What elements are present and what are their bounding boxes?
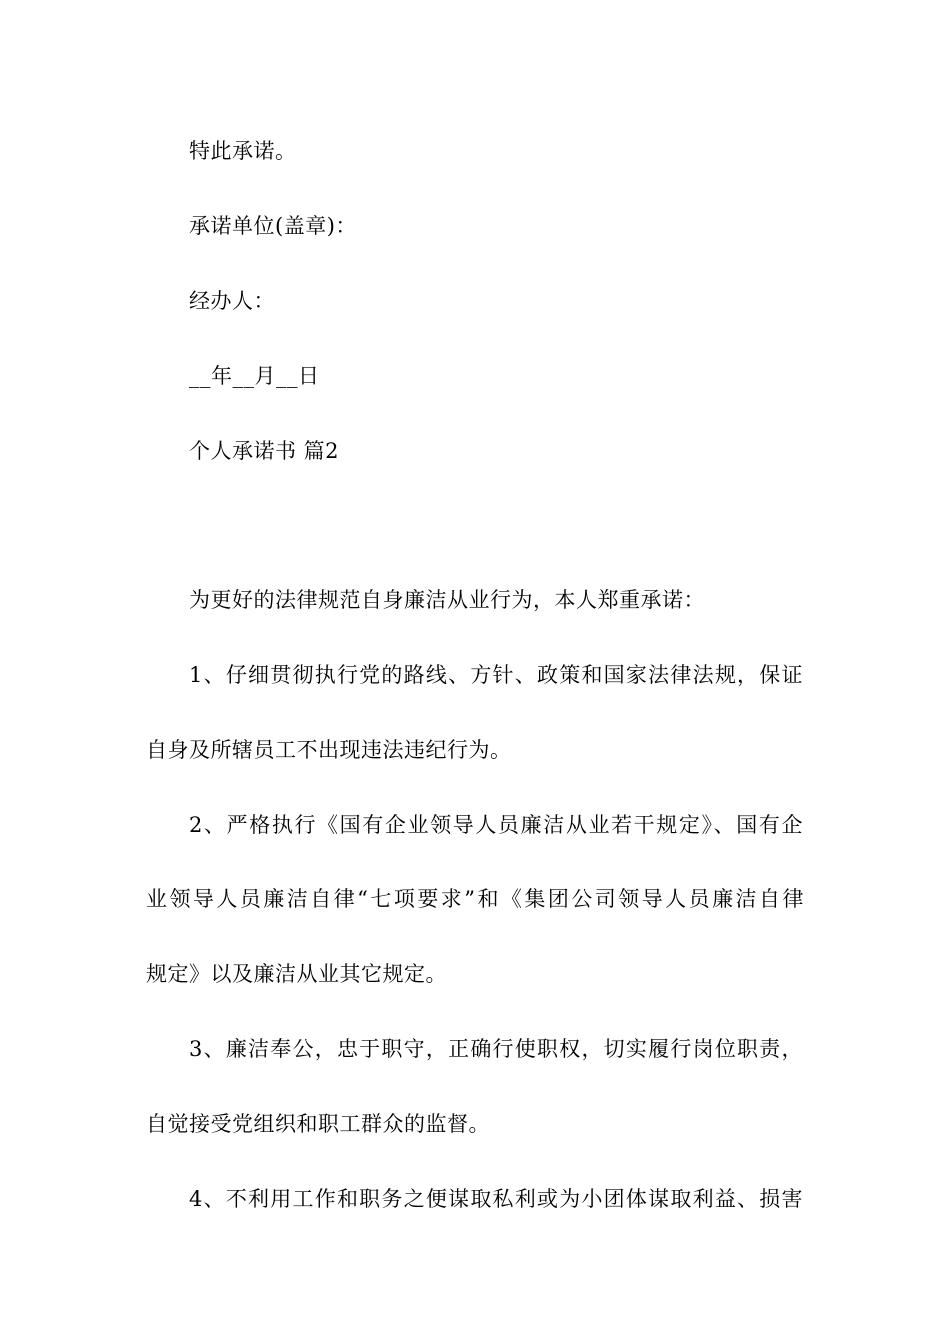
intro-paragraph: 为更好的法律规范自身廉洁从业行为，本人郑重承诺：: [189, 588, 705, 612]
item-1-line-2: 自身及所辖员工不出现违法违纪行为。: [146, 738, 512, 762]
section-heading: 个人承诺书 篇2: [189, 439, 340, 463]
handler-label: 经办人：: [189, 289, 275, 313]
item-3-line-2: 自觉接受党组织和职工群众的监督。: [146, 1112, 490, 1136]
item-2-line-1: 2、严格执行《国有企业领导人员廉洁从业若干规定》、国有企: [189, 813, 803, 837]
signing-unit-label: 承诺单位(盖章)：: [189, 214, 357, 238]
closing-statement: 特此承诺。: [189, 139, 297, 163]
item-4-line-1: 4、不利用工作和职务之便谋取私利或为小团体谋取利益、损害: [189, 1187, 803, 1211]
item-1-line-1: 1、仔细贯彻执行党的路线、方针、政策和国家法律法规，保证: [189, 663, 803, 687]
item-2-line-3: 规定》以及廉洁从业其它规定。: [146, 962, 447, 986]
item-3-line-1: 3、廉洁奉公，忠于职守，正确行使职权，切实履行岗位职责，: [189, 1037, 803, 1061]
item-2-line-2: 业领导人员廉洁自律“七项要求”和《集团公司领导人员廉洁自律: [146, 887, 804, 911]
date-line: __年__月__日: [189, 364, 320, 388]
